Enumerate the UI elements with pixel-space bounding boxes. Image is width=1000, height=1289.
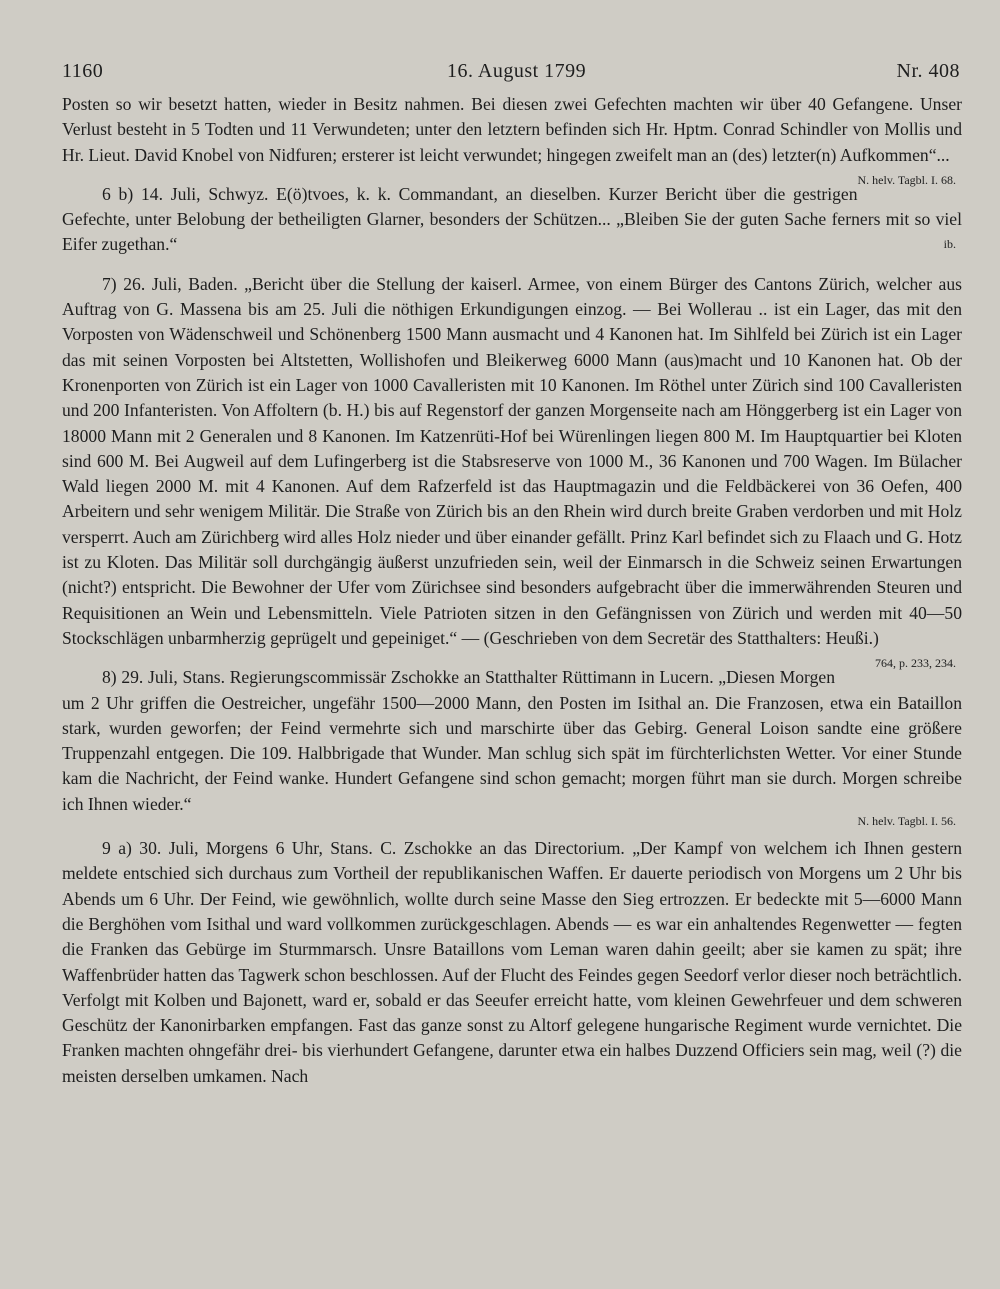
spacer (62, 258, 962, 272)
source-citation: N. helv. Tagbl. I. 56. (857, 814, 956, 829)
spacer (62, 168, 962, 182)
paragraph-text: 9 a) 30. Juli, Morgens 6 Uhr, Stans. C. Zschokke an das Directorium. „Der Kampf von welchem ich Ihnen gestern meldete entschied sich durchaus zum Vortheil der republikanischen Waffen. Er dauerte periodisch von Morgens um 2 Uhr bis Abends um 6 Uhr. Der Feind, wie gewöhnlich, wollte durch seine Masse den Sieg ertrozzen. Er bedeckte mit 5—6000 Mann die Berghöhen vom Isithal und ward vollkommen zurückgeschlagen. Abends — es war ein anhaltendes Regenwetter — fegten die Franken das Gebürge im Sturmmarsch. Unsre Bataillons vom Leman waren dahin geeilt; aber sie kamen zu spät; ihre Waffenbrüder hatten das Tagwerk schon beschlossen. Auf der Flucht des Feindes gegen Seedorf verlor dieser noch beträchtlich. Verfolgt mit Kolben und Bajonett, ward er, sobald er das Seeufer erreicht hatte, vom kleinen Gewehrfeuer und dem schweren Geschütz der Kanonirbarken empfangen. Fast das ganze sonst zu Altorf gelegene hungarische Regiment wurde vernichtet. Die Franken machten ohngefähr drei- bis vierhundert Gefangene, darunter etwa ein halbes Duzzend Officiers sein mag, weil (?) die meisten derselben umkamen. Nach (62, 838, 962, 1086)
paragraph-6b (62, 182, 962, 258)
source-citation: ib. (943, 237, 956, 252)
paragraph-text: 7) 26. Juli, Baden. „Bericht über die Stellung der kaiserl. Armee, von einem Bürger des Cantons Zürich, welcher aus Auftrag von G. Massena bis am 25. Juli die nöthigen Erkundigungen einzog. — Bei Wollerau .. ist ein Lager, das mit den Vorposten von Wädenschweil und Schönenberg 1500 Mann ausmacht und 4 Kanonen hat. Im Sihlfeld bei Zürich ist ein Lager das mit seinen Vorposten bei Altstetten, Wollishofen und Bleikerweg 6000 Mann (aus)macht und 10 Kanonen hat. Ob der Kronenporten von Zürich ist ein Lager von 1000 Cavalleristen mit 10 Kanonen. Im Röthel unter Zürich sind 100 Cavalleristen und 200 Infanteristen. Von Affoltern (b. H.) bis auf Regenstorf der ganzen Morgenseite nach am Hönggerberg ist ein Lager von 18000 Mann mit 2 Generalen und 8 Kanonen. Im Katzenrüti-Hof bei Würenlingen liegen 800 M. Im Hauptquartier bei Kloten sind 600 M. Bei Augweil auf dem Lufingerberg ist die Stabsreserve von 1000 M., 36 Kanonen und 700 Wagen. Im Bülacher Wald liegen 2000 M. mit 4 Kanonen. Auf dem Rafzerfeld ist das Hauptmagazin und die Feldbäckerei von 36 Oefen, 400 Arbeitern und sehr wenigem Militär. Die Straße von Zürich bis an den Rhein wird durch breite Graben verdorben und mit Holz versperrt. Auch am Zürichberg wird alles Holz nieder und über einander gefällt. Prinz Karl befindet sich zu Flaach und G. Hotz ist zu Kloten. Das Militär soll durchgängig äußerst unzufrieden sein, weil der Einmarsch in die Schweiz seinen Erwartungen (nicht?) entspricht. Die Bewohner der Ufer vom Zürichsee sind besonders aufgebracht über die immerwährenden Steuren und Requisitionen an Wein und Lebensmitteln. Viele Patrioten sitzen in den Gefängnissen von Zürich und werden mit 40—50 Stockschlägen unbarmherzig geprügelt und gepeiniget.“ — (Geschrieben von dem Secretär des Statthalters: Heußi.) (62, 273, 962, 648)
source-citation: N. helv. Tagbl. I. 68. (857, 172, 956, 187)
paragraph-7 (62, 272, 962, 671)
page-body (62, 92, 962, 1089)
paragraph-text: Posten so wir besetzt hatten, wieder in Besitz nahmen. Bei diesen zwei Gefechten machten wir über 40 Gefangene. Unser Verlust besteht in 5 Todten und 11 Verwundeten; unter den letztern befinden sich Hr. Hptm. Conrad Schindler von Mollis und Hr. Lieut. David Knobel von Nidfuren; ersterer ist leicht verwundet; hingegen zweifelt man an (des) letzter(n) Aufkommen“... (62, 94, 962, 165)
source-citation: 764, p. 233, 234. (875, 656, 956, 671)
paragraph-text: 6 b) 14. Juli, Schwyz. E(ö)tvoes, k. k. Commandant, an dieselben. Kurzer Bericht über die gestrigen Gefechte, unter Belobung der betheiligten Glarner, besonders der Schützen... „Bleiben Sie der guten Sache ferners mit so viel Eifer zugethan.“ (62, 183, 962, 255)
header-date: 16. August 1799 (447, 60, 587, 82)
paragraph-8 (62, 665, 962, 817)
spacer (62, 651, 962, 665)
paragraph-9a (62, 836, 962, 1089)
paragraph-continuation (62, 92, 962, 187)
page-header (62, 60, 960, 86)
page-number: 1160 (62, 60, 104, 82)
paragraph-text: 8) 29. Juli, Stans. Regierungscommissär Zschokke an Statthalter Rüttimann in Lucern. „Diesen Morgen um 2 Uhr griffen die Oestreicher, ungefähr 1500—2000 Mann, den Posten im Isithal an. Die Franzosen, etwa ein Bataillon stark, wurden geworfen; der Feind vermehrte sich und marschirte über das Gebirg. General Loison sandte eine größere Truppenzahl entgegen. Die 109. Halbbrigade that Wunder. Man schlug sich spät im fürchterlichsten Wetter. Vor einer Stunde kam die Nachricht, der Feind wanke. Hundert Gefangene sind schon gemacht; morgen führt man sie durch. Morgen schreibe ich Ihnen wieder.“ (62, 667, 962, 814)
document-number: Nr. 408 (896, 60, 960, 82)
